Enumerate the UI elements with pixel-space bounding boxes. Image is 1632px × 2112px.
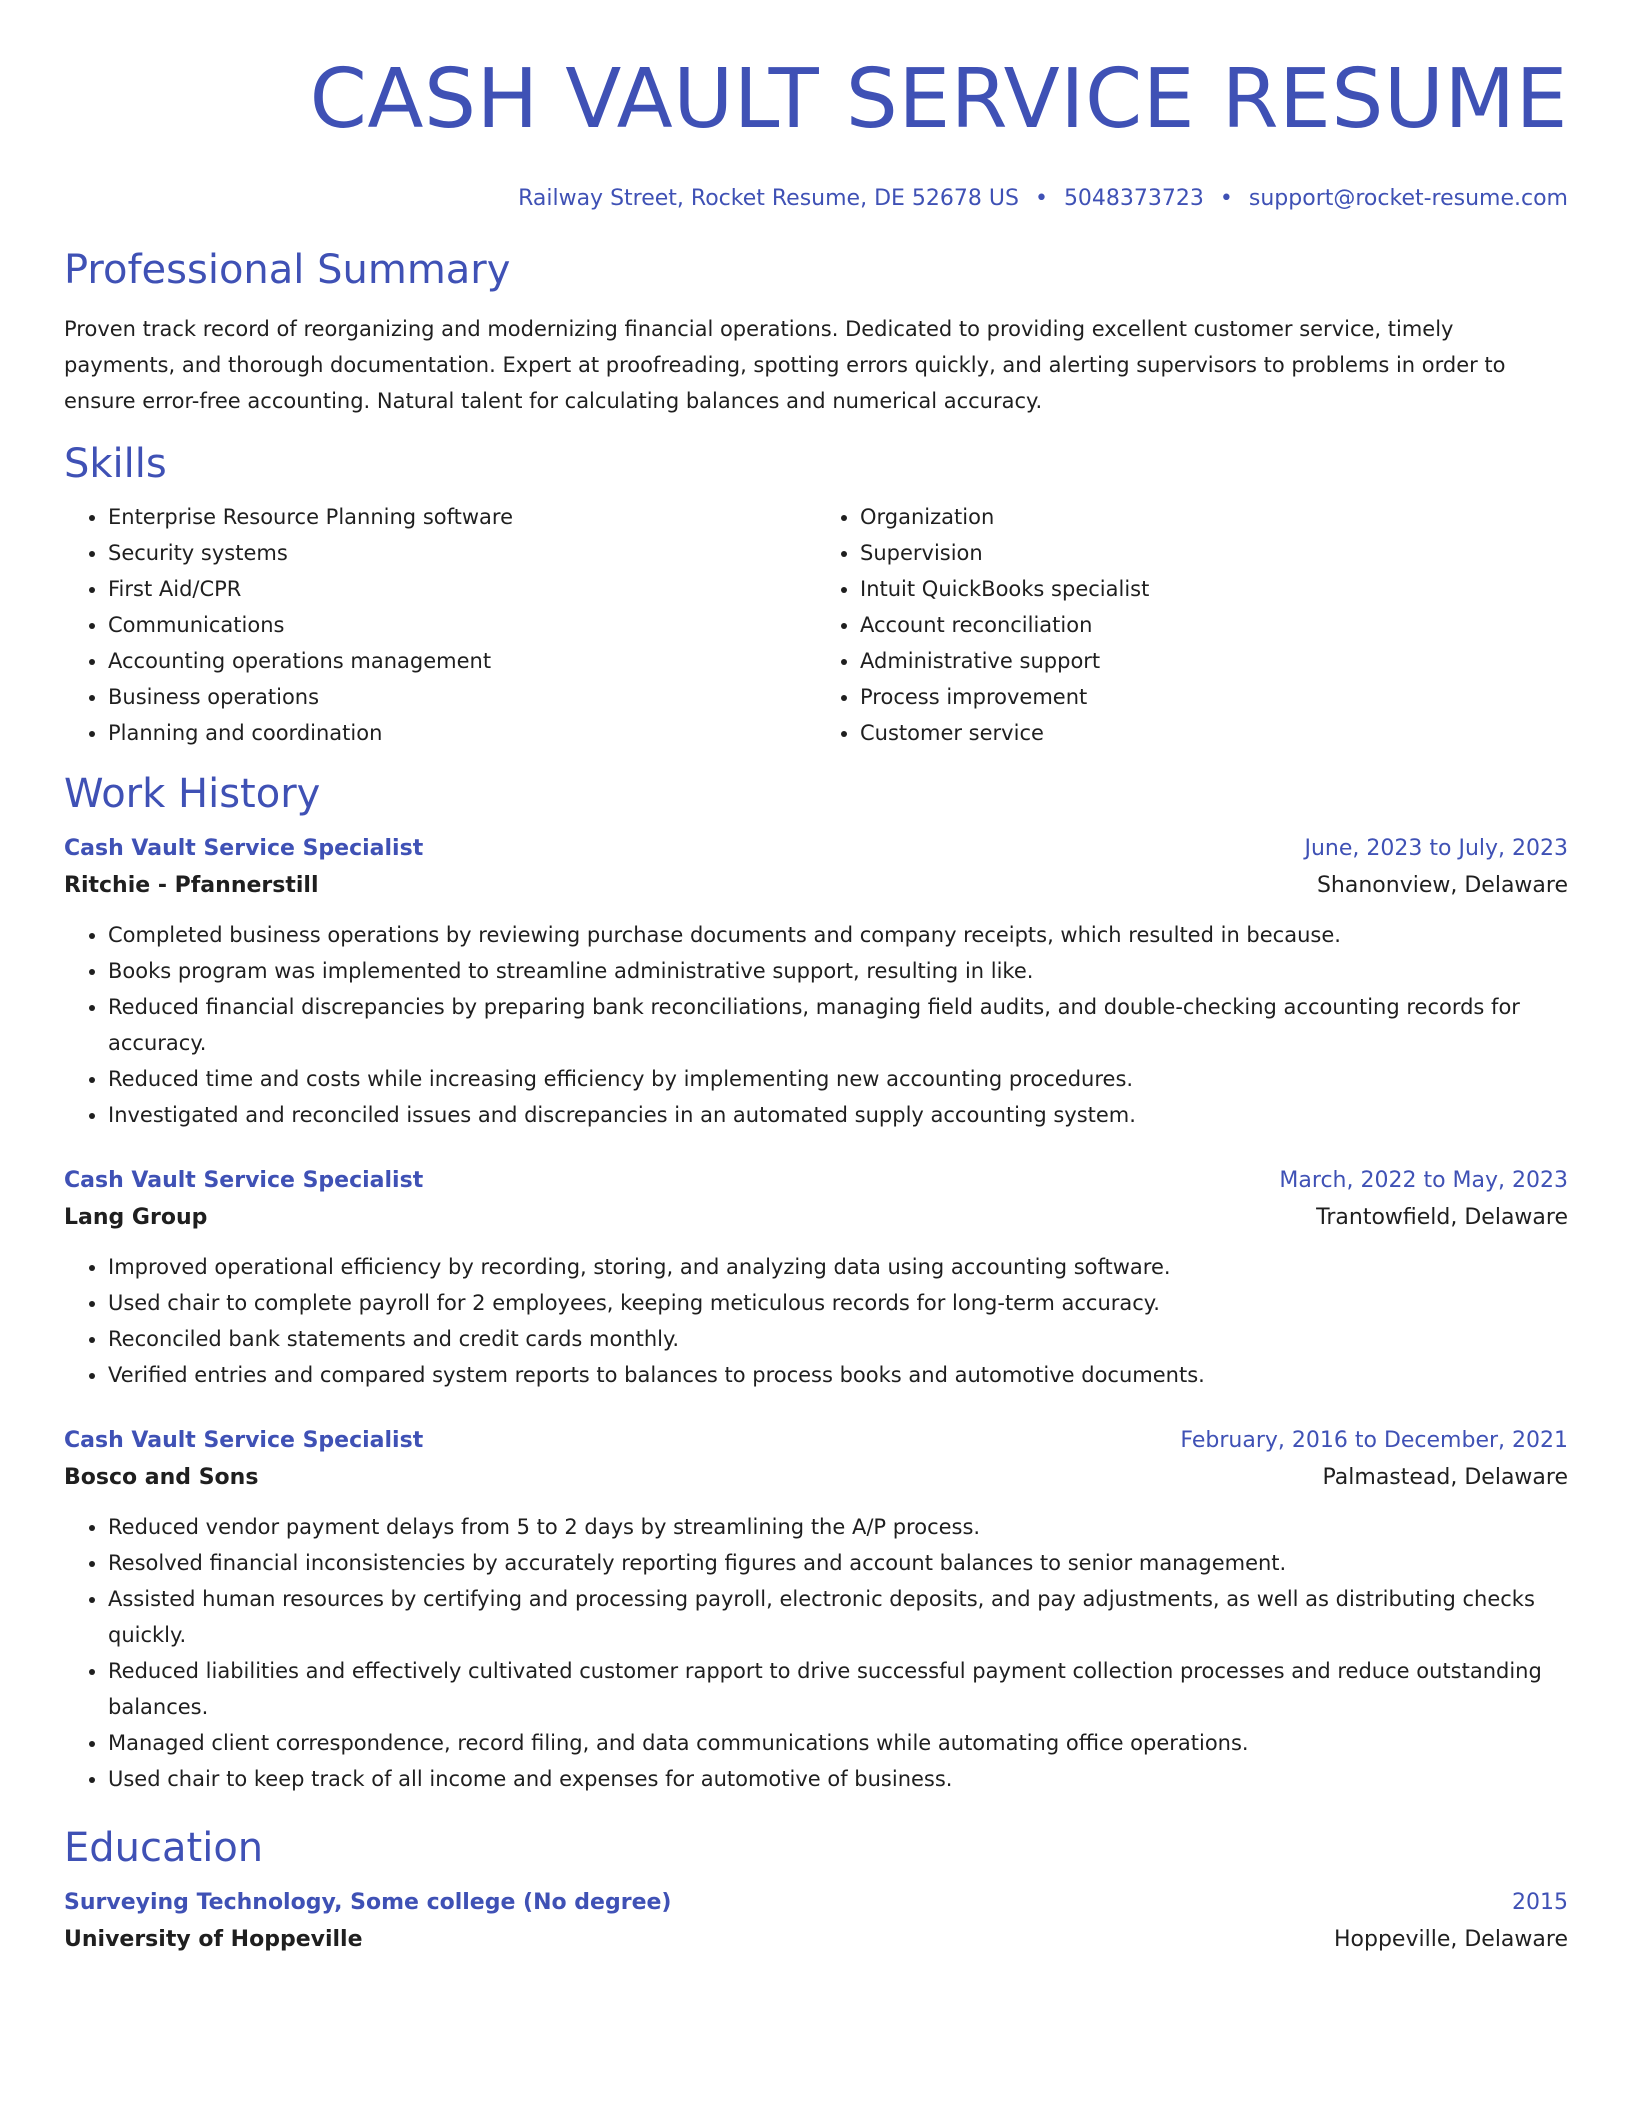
job-title-row <box>64 1423 1568 1459</box>
job-entry <box>64 831 1568 1133</box>
job-entry <box>64 1163 1568 1393</box>
job-location: Palmastead, Delaware <box>1322 1465 1568 1490</box>
contact-phone: 5048373723 <box>1063 186 1204 211</box>
contact-email[interactable]: support@rocket-resume.com <box>1248 186 1568 211</box>
job-bullet: • Reduced financial discrepancies by preparing bank reconciliations, managing field audits, and double-checking accounting records for accuracy. <box>108 989 1568 1061</box>
education-section <box>64 1823 1568 1959</box>
skill-item: • Account reconciliation <box>860 607 1568 643</box>
job-company-row <box>64 1199 1568 1237</box>
resume-header <box>64 52 1568 214</box>
skill-item: • Planning and coordination <box>108 715 816 751</box>
job-entry <box>64 1423 1568 1797</box>
skill-item: • Business operations <box>108 679 816 715</box>
job-bullet: • Used chair to keep track of all income and expenses for automotive of business. <box>108 1761 1568 1797</box>
job-bullet: • Reduced liabilities and effectively cultivated customer rapport to drive successful payment collection processes and reduce outstanding balances. <box>108 1653 1568 1725</box>
job-bullet: • Books program was implemented to streamline administrative support, resulting in like. <box>108 953 1568 989</box>
skill-item: • Process improvement <box>860 679 1568 715</box>
summary-section <box>64 245 1568 419</box>
job-company: Bosco and Sons <box>64 1465 259 1490</box>
education-degree-row <box>64 1885 1568 1921</box>
job-company-row <box>64 867 1568 905</box>
job-location: Trantowfield, Delaware <box>1316 1205 1568 1230</box>
job-dates: March, 2022 to May, 2023 <box>1279 1168 1568 1193</box>
job-bullet: • Improved operational efficiency by recording, storing, and analyzing data using accounting software. <box>108 1249 1568 1285</box>
education-school: University of Hoppeville <box>64 1927 363 1952</box>
contact-line <box>64 184 1568 214</box>
job-company: Ritchie - Pfannerstill <box>64 873 319 898</box>
job-bullet: • Verified entries and compared system reports to balances to process books and automotive documents. <box>108 1357 1568 1393</box>
contact-separator: • <box>1219 186 1233 211</box>
job-bullet: • Completed business operations by reviewing purchase documents and company receipts, which resulted in because. <box>108 917 1568 953</box>
job-company: Lang Group <box>64 1205 208 1230</box>
skill-item: • Security systems <box>108 535 816 571</box>
summary-heading: Professional Summary <box>64 247 511 293</box>
skills-heading: Skills <box>64 441 167 487</box>
job-title-row <box>64 1163 1568 1199</box>
job-bullet: • Resolved financial inconsistencies by accurately reporting figures and account balances to senior management. <box>108 1545 1568 1581</box>
job-bullets <box>64 1509 1568 1797</box>
education-degree: Surveying Technology, Some college (No degree) <box>64 1890 672 1915</box>
education-heading: Education <box>64 1825 264 1871</box>
skill-item: • Administrative support <box>860 643 1568 679</box>
skill-item: • Organization <box>860 499 1568 535</box>
job-title: Cash Vault Service Specialist <box>64 836 424 861</box>
job-bullets <box>64 1249 1568 1393</box>
job-bullets <box>64 917 1568 1133</box>
education-year: 2015 <box>1512 1890 1568 1915</box>
skill-item: • Accounting operations management <box>108 643 816 679</box>
skills-list-left <box>64 499 816 751</box>
job-title: Cash Vault Service Specialist <box>64 1168 424 1193</box>
education-school-row <box>64 1921 1568 1959</box>
skill-item: • Customer service <box>860 715 1568 751</box>
job-company-row <box>64 1459 1568 1497</box>
contact-separator: • <box>1034 186 1048 211</box>
skills-section <box>64 439 1568 751</box>
job-bullet: • Used chair to complete payroll for 2 employees, keeping meticulous records for long-term accuracy. <box>108 1285 1568 1321</box>
job-bullet: • Managed client correspondence, record filing, and data communications while automating office operations. <box>108 1725 1568 1761</box>
education-location: Hoppeville, Delaware <box>1334 1927 1568 1952</box>
contact-address: Railway Street, Rocket Resume, DE 52678 US <box>518 186 1019 211</box>
resume-title: CASH VAULT SERVICE RESUME <box>309 52 1568 147</box>
job-title-row <box>64 831 1568 867</box>
job-bullet: • Assisted human resources by certifying and processing payroll, electronic deposits, and pay adjustments, as well as distributing checks quickly. <box>108 1581 1568 1653</box>
skill-item: • Intuit QuickBooks specialist <box>860 571 1568 607</box>
skill-item: • Supervision <box>860 535 1568 571</box>
skill-item: • Enterprise Resource Planning software <box>108 499 816 535</box>
job-bullet: • Reconciled bank statements and credit cards monthly. <box>108 1321 1568 1357</box>
skill-item: • Communications <box>108 607 816 643</box>
work-history-section <box>64 769 1568 1797</box>
education-entry <box>64 1885 1568 1959</box>
work-history-heading: Work History <box>64 771 321 817</box>
job-dates: February, 2016 to December, 2021 <box>1180 1428 1568 1453</box>
job-dates: June, 2023 to July, 2023 <box>1304 836 1568 861</box>
skill-item: • First Aid/CPR <box>108 571 816 607</box>
summary-text: Proven track record of reorganizing and modernizing financial operations. Dedicated to providing excellent customer service, timely payments, and thorough documentation. Expert at proofreading, spotting errors quickly, and alerting supervisors to problems in order to ensure error-free accounting. Natural talent for calculating balances and numerical accuracy. <box>64 317 1506 413</box>
skills-list-right <box>816 499 1568 751</box>
job-bullet: • Reduced time and costs while increasing efficiency by implementing new accounting procedures. <box>108 1061 1568 1097</box>
job-title: Cash Vault Service Specialist <box>64 1428 424 1453</box>
skills-columns <box>64 499 1568 751</box>
job-bullet: • Reduced vendor payment delays from 5 to 2 days by streamlining the A/P process. <box>108 1509 1568 1545</box>
job-bullet: • Investigated and reconciled issues and discrepancies in an automated supply accounting system. <box>108 1097 1568 1133</box>
job-location: Shanonview, Delaware <box>1316 873 1568 898</box>
